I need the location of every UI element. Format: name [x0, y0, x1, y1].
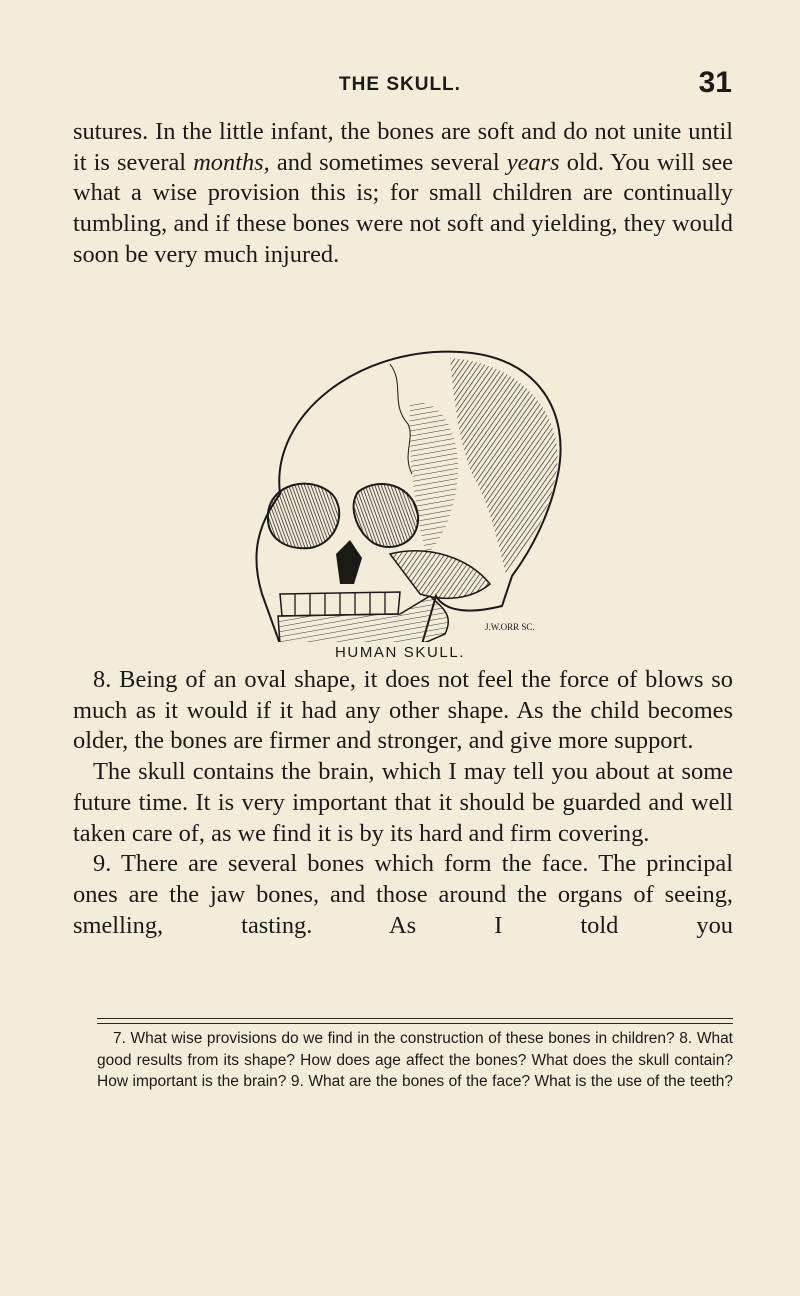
page-title: THE SKULL.: [339, 74, 461, 95]
questions-text: 7. What wise provisions do we find in the construction of these bones in children? 8. What good results from its shape? How does age affect the bones? What does the skull contain? How important is the brain? 9. What are the bones of the face? What is the use of the teeth?: [97, 1030, 733, 1090]
engraver-mark: J.W.ORR SC.: [485, 622, 535, 632]
footnote-rule-inner: [97, 1023, 733, 1024]
study-questions: [97, 1028, 733, 1093]
paragraph-sutures: [73, 117, 733, 271]
paragraph-8: 8. Being of an oval shape, it does not feel the force of blows so much as it would if it had any other shape. As the child becomes older, the bones are firmer and stronger, and give more support.: [73, 666, 733, 755]
skull-illustration: [240, 344, 570, 642]
paragraph-9: 9. There are several bones which form the face. The principal ones are the jaw bones, and those around the organs of seeing, smelling, tasting. As I told you: [73, 850, 733, 939]
paragraph-skull-brain: The skull contains the brain, which I may tell you about at some future time. It is very important that it should be guarded and well taken care of, as we find it is by its hard and firm covering.: [73, 758, 733, 847]
footnote-rule: [97, 1018, 733, 1019]
running-head: [0, 62, 800, 102]
emphasis-months: months,: [193, 148, 270, 176]
body-text-top: [73, 117, 733, 271]
page-number: 31: [698, 66, 732, 99]
text-run: old. You will see what a wise provision this is; for small children are continually tumbling, and if these bones were not soft and yielding, they would soon be very much injured.: [73, 148, 734, 268]
text-run: sutures. In the little infant, the bones are soft and do not unite until it is several: [73, 118, 733, 176]
text-run: and sometimes several: [269, 148, 507, 176]
skull-engraving: [240, 344, 570, 642]
emphasis-years: years: [506, 148, 560, 176]
body-text-bottom: [73, 665, 733, 941]
figure-caption: HUMAN SKULL.: [334, 644, 466, 661]
